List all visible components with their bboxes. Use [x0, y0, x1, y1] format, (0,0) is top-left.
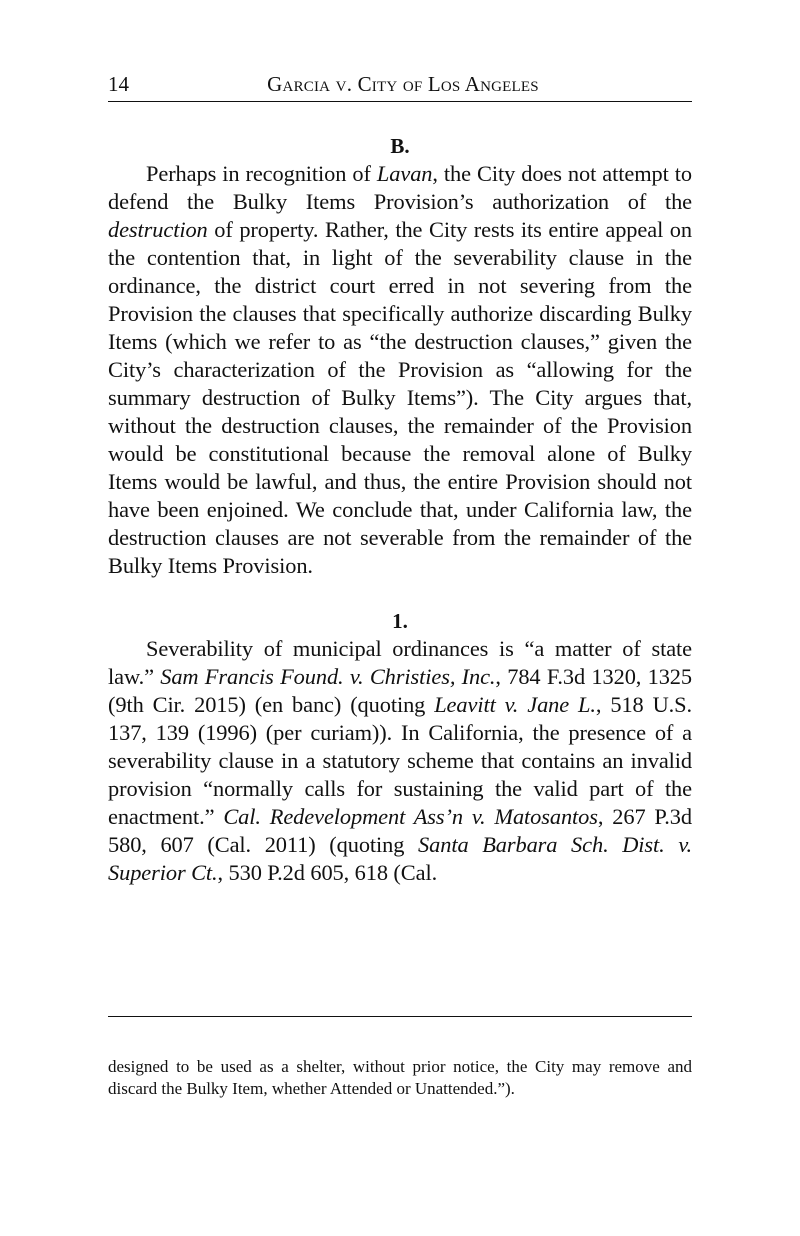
case-name-italic: Lavan [376, 161, 433, 186]
case-citation-italic: Santa Barbara Sch. Dist. v. Superior Ct. [108, 832, 692, 885]
section-heading-1: 1. [392, 609, 408, 633]
page-number: 14 [108, 72, 129, 96]
paragraph-section-1 [108, 635, 692, 887]
emphasis-italic: destruction [108, 217, 208, 242]
section-heading-b: B. [390, 134, 410, 158]
page-header [108, 70, 692, 102]
text-run: Severability of municipal ordinances is “a matter of state law.” [108, 636, 692, 689]
text-run: , 267 P.3d 580, 607 (Cal. 2011) (quoting [108, 804, 692, 857]
text-run: , 530 P.2d 605, 618 (Cal. [217, 860, 438, 885]
paragraph-section-b [108, 160, 692, 580]
text-run: , 518 U.S. 137, 139 (1996) (per curiam)). In California, the presence of a severability clause in a statutory scheme that contains an invalid provision “normally calls for sustaining the valid part of the enactment.” [108, 692, 692, 829]
case-citation-italic: Cal. Redevelopment Ass’n v. Matosantos [223, 804, 598, 829]
text-run: , 784 F.3d 1320, 1325 (9th Cir. 2015) (en banc) (quoting [108, 664, 692, 717]
case-citation-italic: Leavitt v. Jane L. [434, 692, 596, 717]
document-page [108, 70, 692, 887]
footnote-text: designed to be used as a shelter, without prior notice, the City may remove and discard the Bulky Item, whether Attended or Unattended.”). [108, 1057, 692, 1098]
text-run: of property. Rather, the City rests its entire appeal on the contention that, in light of the severability clause in the ordinance, the district court erred in not severing from the Provision the clauses that specifically authorize discarding Bulky Items (which we refer to as “the destruction clauses,” given the City’s characterization of the Provision as “allowing for the summary destruction of Bulky Items”). The City argues that, without the destruction clauses, the remainder of the Provision would be constitutional because the removal alone of Bulky Items would be lawful, and thus, the entire Provision should not have been enjoined. We conclude that, under California law, the destruction clauses are not severable from the remainder of the Bulky Items Provision. [108, 217, 692, 578]
text-run: Perhaps in recognition of [146, 161, 377, 186]
case-citation-italic: Sam Francis Found. v. Christies, Inc. [160, 664, 496, 689]
running-title: Garcia v. City of Los Angeles [267, 72, 539, 96]
text-run: , the City does not attempt to defend the Bulky Items Provision’s authorization of the [108, 161, 692, 214]
footnote-divider [108, 1016, 692, 1017]
